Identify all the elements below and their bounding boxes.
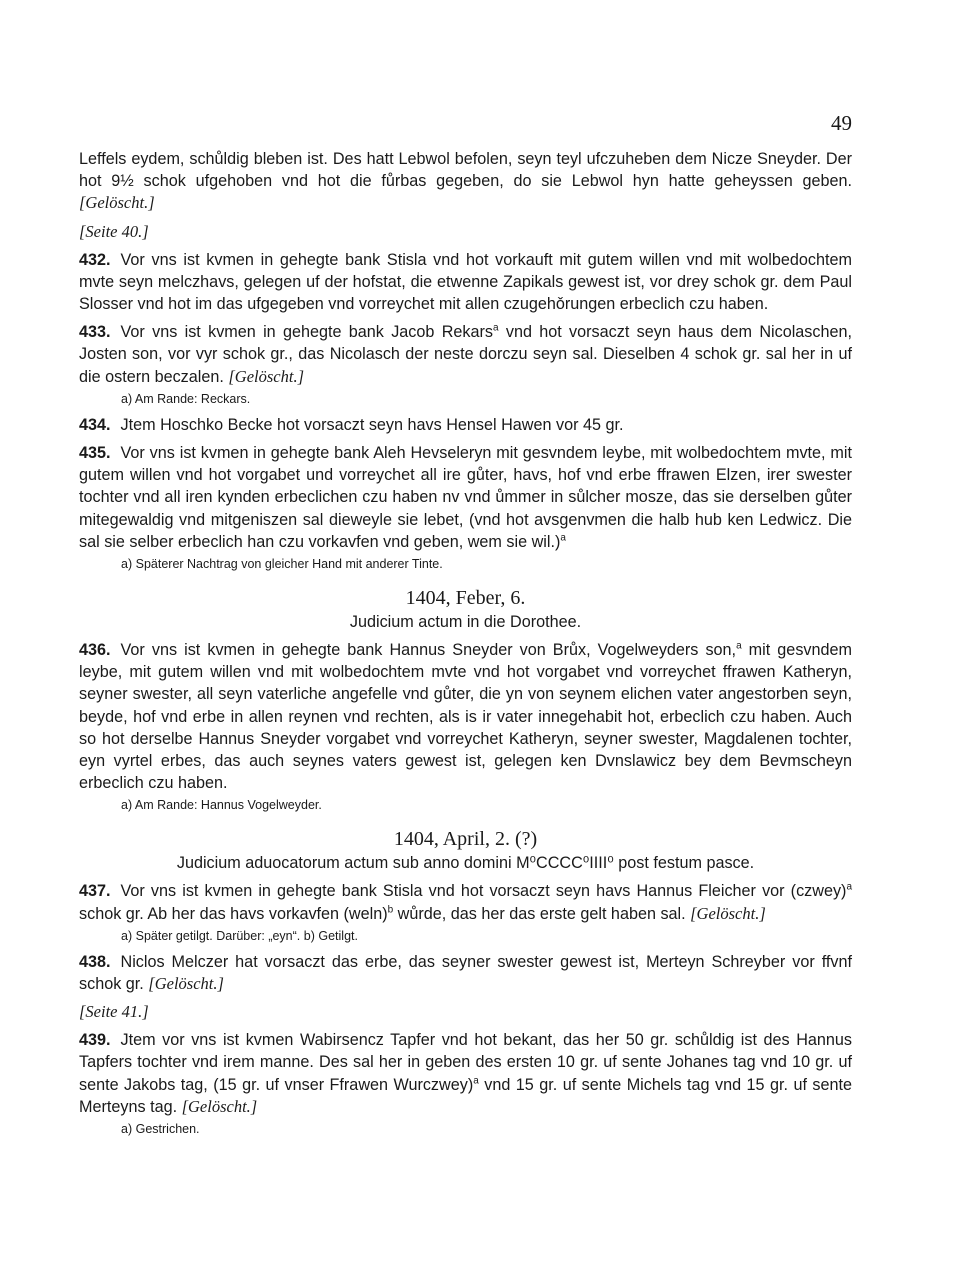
entry-text: Vor vns ist kvmen in gehegte bank Stisla vnd hot vorsaczt seyn havs Hannus Fleicher vor (czwey)	[120, 882, 847, 901]
entry-435	[79, 442, 852, 553]
entry-text: vnd 15 gr. uf sente Michels tag vnd 15 gr. uf sente Merteyns tag.	[79, 1075, 852, 1116]
footnote-mark: b)	[303, 928, 315, 943]
entry-text: Vor vns ist kvmen in gehegte bank Stisla vnd hot vorkauft mit gutem willen vnd mit wolbedochtem mvte seyn melczhavs, gelegen uf der hofstat, die etwenne Zapikals gewest ist, vor drey schok gr. dem Paul Slosser vnd hot im das ufgegeben vnd vorreychet mit allen czugehǒrungen erbeclich czu haben.	[79, 250, 852, 314]
entry-432	[79, 249, 852, 316]
entry-text: wůrde, das her das erste gelt haben sal.	[393, 904, 686, 923]
entry-note: [Gelöscht.]	[228, 366, 305, 386]
document-page	[79, 108, 852, 1138]
entry-434	[79, 414, 852, 436]
entry-text: mit gesvndem leybe, mit gutem willen vnd mit wolbedochtem mvte vnd hot vorgabet vnd vorreychet ffrawen Katheryn, seyner swester, all seyn vaterliche angefelle vnd gůter, die yn von seynem elichen vater angestorben seyn, beyde, hof vnd erbe in allen reynen vnd rechten, als is ir vater innegehabit hot, erbeclich czu haben. Auch so hot derselbe Hannus Sneyder vorgabet vnd vorreychet Katheryn, seyner swester, Magdalenen tochter, eyn vyrtel erbes, das auch seynes vaters gewest ist, gelegen ken Dvnslawicz bey dem Bevmscheyn erbeclich czu haben.	[79, 641, 852, 793]
entry-note: [Gelöscht.]	[690, 903, 766, 923]
footnote-mark: a)	[121, 1122, 133, 1137]
entry-text: Jtem Hoschko Becke hot vorsaczt seyn havs Hensel Hawen vor 45 gr.	[120, 415, 624, 434]
footnote-text: Getilgt.	[318, 928, 358, 943]
date-subheading: Judicium actum in die Dorothee.	[349, 613, 582, 632]
page-marker-41: [Seite 41.]	[79, 1002, 149, 1022]
entry-437	[79, 880, 852, 924]
footnote-text: Am Rande: Hannus Vogelweyder.	[134, 798, 322, 813]
entry-text: Jtem vor vns ist kvmen Wabirsencz Tapfer vnd hot bekant, das her 50 gr. schůldig ist des Hannus Tapfers tochter vnd irem manne. Des sal her in geben des ersten 10 gr. uf sente Johanes tag vnd 10 gr. uf sente Jakobs tag, (15 gr. uf vnser Ffrawen Wurczwey)	[79, 1031, 852, 1094]
entry-text: vnd hot vorsaczt seyn haus dem Nicolaschen, Josten son, vor vyr schok gr., das Nicolasch der neste dorczu seyn sal. Dieselben 4 schok gr. sal her in uf die ostern beczalen.	[79, 323, 853, 386]
entry-text: Niclos Melczer hat vorsaczt das erbe, das seyner swester gewest ist, Merteyn Schreyber vor ffvnf schok gr.	[79, 952, 852, 994]
footnote-mark: a)	[121, 928, 133, 943]
date-subheading: Judicium aduocatorum actum sub anno domini M⁰CCCC⁰IIII⁰ post festum pasce.	[176, 854, 755, 873]
footnote-ref: a	[736, 640, 742, 652]
footnote-text: Späterer Nachtrag von gleicher Hand mit anderer Tinte.	[135, 557, 443, 572]
page-number: 49	[831, 111, 852, 135]
entry-433	[79, 321, 852, 388]
footnote-ref: b	[387, 904, 394, 916]
footnote-ref: a	[846, 882, 852, 894]
intro-text: Leffels eydem, schůldig bleben ist. Des hatt Lebwol befolen, seyn teyl ufczuheben dem Nicze Sneyder. Der hot 9½ schok ufgehoben vnd hot die fůrbas gegeben, do sie Lebwol hyn hatte geheyssen geben.	[79, 150, 852, 191]
intro-paragraph	[79, 148, 852, 215]
entry-text: Vor vns ist kvmen in gehegte bank Aleh Hevseleryn mit gesvndem leybe, mit wolbedochtem mvte, mit gutem willen vnd hot vorgabet und vorreychet all ire gůter, havs, hof vnd erbe ffrawen Elzen, irer swester tochter vnd all iren kynden erbeclichen czu haben nv vnd ůmmer in sůlcher mosze, das sie derselben gůter mitegewaldig vnd mitgeniszen sal dieweyle sie lebet, (vnd hot avsgenvmen die halb hub ken Ledwicz. Die sal sie selber erbeclich han czu vorkavfen vnd geben, wem sie wil.)	[79, 444, 852, 551]
entry-439	[79, 1029, 852, 1118]
entry-text: schok gr. Ab her das havs vorkavfen (weln)	[79, 904, 388, 923]
entry-number: 439.	[79, 1031, 111, 1050]
entry-number: 432.	[79, 250, 111, 269]
footnote-ref: a	[473, 1075, 479, 1087]
footnote-433	[121, 390, 852, 408]
footnote-439	[121, 1120, 852, 1138]
entry-note: [Gelöscht.]	[181, 1096, 258, 1116]
entry-number: 438.	[79, 952, 111, 971]
footnote-437	[121, 927, 852, 945]
entry-note: [Gelöscht.]	[148, 974, 224, 994]
entry-number: 435.	[79, 444, 111, 463]
entry-number: 436.	[79, 641, 111, 660]
page-marker-40: [Seite 40.]	[79, 221, 149, 241]
intro-note: [Gelöscht.]	[79, 193, 155, 213]
date-heading: 1404, April, 2. (?)	[393, 828, 538, 851]
footnote-mark: a)	[121, 391, 133, 406]
footnote-mark: a)	[121, 557, 133, 572]
footnote-text: Später getilgt. Darüber: „eyn“.	[135, 928, 301, 943]
footnote-text: Am Rande: Reckars.	[134, 391, 251, 406]
entry-text: Vor vns ist kvmen in gehegte bank Hannus Sneyder von Brůx, Vogelweyders son,	[120, 641, 737, 660]
footnote-mark: a)	[121, 798, 133, 813]
entry-number: 437.	[79, 882, 111, 901]
footnote-435	[121, 555, 852, 573]
footnote-436	[121, 796, 852, 814]
date-heading: 1404, Feber, 6.	[405, 587, 526, 610]
entry-number: 434.	[79, 415, 111, 434]
footnote-text: Gestrichen.	[135, 1122, 200, 1137]
entry-number: 433.	[79, 323, 111, 342]
footnote-ref: a	[492, 322, 499, 334]
entry-text: Vor vns ist kvmen in gehegte bank Jacob Rekars	[120, 323, 493, 342]
entry-438	[79, 951, 852, 995]
footnote-ref: a	[560, 532, 566, 544]
entry-436	[79, 639, 852, 794]
